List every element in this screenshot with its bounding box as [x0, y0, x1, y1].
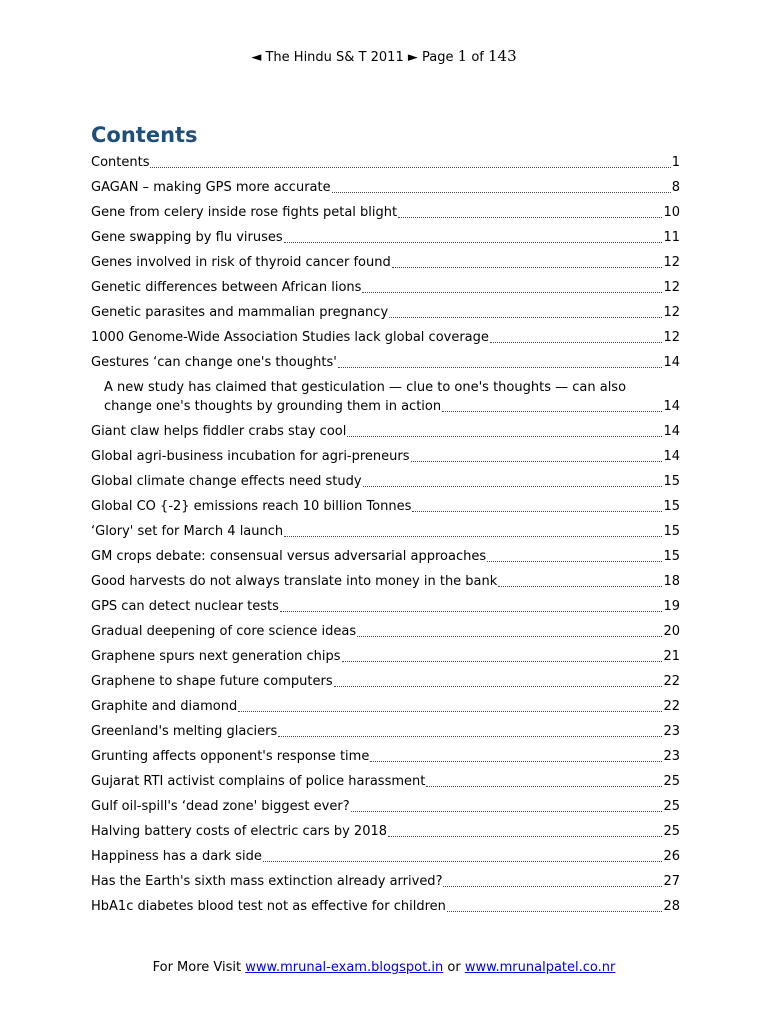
toc-page-number: 14 [663, 355, 680, 370]
footer-or: or [447, 960, 461, 975]
toc-entry[interactable]: GAGAN – making GPS more accurate 8 [91, 180, 680, 195]
toc-entry[interactable]: 1000 Genome-Wide Association Studies lack global coverage 12 [91, 330, 680, 345]
toc-entry[interactable]: Grunting affects opponent's response time 23 [91, 749, 680, 764]
next-page-arrow-icon[interactable]: ► [407, 50, 418, 65]
table-of-contents [91, 147, 680, 916]
toc-entry[interactable]: Giant claw helps fiddler crabs stay cool 14 [91, 424, 680, 439]
toc-entry[interactable]: Graphene to shape future computers 22 [91, 674, 680, 689]
toc-entry[interactable]: Halving battery costs of electric cars by 2018 25 [91, 824, 680, 839]
toc-page-number: 15 [663, 499, 680, 514]
toc-page-number: 10 [663, 205, 680, 220]
toc-page-number: 23 [663, 724, 680, 739]
toc-page-number: 12 [663, 330, 680, 345]
toc-entry[interactable]: Genetic parasites and mammalian pregnancy 12 [91, 305, 680, 320]
toc-entry[interactable]: Gulf oil-spill's ‘dead zone' biggest ever? 25 [91, 799, 680, 814]
toc-entry[interactable]: Gradual deepening of core science ideas 20 [91, 624, 680, 639]
of-word: of [471, 50, 484, 65]
toc-entry[interactable]: Contents 1 [91, 155, 680, 170]
toc-entry[interactable]: Global CO {-2} emissions reach 10 billion Tonnes 15 [91, 499, 680, 514]
toc-entry[interactable]: ‘Glory' set for March 4 launch 15 [91, 524, 680, 539]
total-pages-number: 143 [488, 47, 517, 65]
toc-page-number: 26 [663, 849, 680, 864]
mrunalpatel-link[interactable]: www.mrunalpatel.co.nr [464, 960, 616, 975]
toc-page-number: 14 [663, 449, 680, 464]
page-footer [0, 958, 768, 978]
toc-page-number: 22 [663, 699, 680, 714]
toc-entry[interactable]: GPS can detect nuclear tests 19 [91, 599, 680, 614]
toc-page-number: 25 [663, 799, 680, 814]
toc-page-number: 25 [663, 824, 680, 839]
toc-page-number: 14 [663, 399, 680, 414]
toc-page-number: 20 [663, 624, 680, 639]
toc-entry[interactable]: Genes involved in risk of thyroid cancer found 12 [91, 255, 680, 270]
toc-page-number: 15 [663, 524, 680, 539]
page-word: Page [422, 50, 454, 65]
footer-prefix: For More Visit [152, 960, 242, 975]
toc-subentry-line1: A new study has claimed that gesticulation — clue to one's thoughts — can also [104, 380, 627, 395]
toc-page-number: 11 [663, 230, 680, 245]
toc-entry[interactable]: Gujarat RTI activist complains of police harassment 25 [91, 774, 680, 789]
toc-entry[interactable]: Global agri-business incubation for agri-preneurs 14 [91, 449, 680, 464]
toc-entry[interactable]: Greenland's melting glaciers 23 [91, 724, 680, 739]
toc-entry[interactable]: HbA1c diabetes blood test not as effective for children 28 [91, 899, 680, 914]
toc-page-number: 21 [663, 649, 680, 664]
toc-entry[interactable]: Graphite and diamond 22 [91, 699, 680, 714]
toc-page-number: 12 [663, 255, 680, 270]
toc-page-number: 15 [663, 549, 680, 564]
publication-name: The Hindu S& T 2011 [265, 50, 404, 65]
toc-page-number: 28 [663, 899, 680, 914]
toc-page-number: 8 [671, 180, 680, 195]
toc-entry[interactable]: Good harvests do not always translate into money in the bank 18 [91, 574, 680, 589]
toc-page-number: 18 [663, 574, 680, 589]
toc-page-number: 19 [663, 599, 680, 614]
contents-heading: Contents [91, 123, 198, 147]
toc-page-number: 12 [663, 280, 680, 295]
toc-entry[interactable]: Gestures ‘can change one's thoughts' 14 [91, 355, 680, 370]
toc-page-number: 22 [663, 674, 680, 689]
toc-subentry[interactable] [91, 378, 680, 416]
prev-page-arrow-icon[interactable]: ◄ [251, 50, 262, 65]
toc-page-number: 1 [671, 155, 680, 170]
toc-entry[interactable]: GM crops debate: consensual versus adversarial approaches 15 [91, 549, 680, 564]
toc-entry[interactable]: Graphene spurs next generation chips 21 [91, 649, 680, 664]
toc-page-number: 25 [663, 774, 680, 789]
toc-subentry-line2: change one's thoughts by grounding them in action [104, 399, 442, 414]
toc-page-number: 14 [663, 424, 680, 439]
toc-entry[interactable]: Gene from celery inside rose fights petal blight 10 [91, 205, 680, 220]
toc-entry[interactable]: Global climate change effects need study 15 [91, 474, 680, 489]
blogspot-link[interactable]: www.mrunal-exam.blogspot.in [245, 960, 444, 975]
page-header [0, 46, 768, 68]
toc-entry[interactable]: Gene swapping by flu viruses 11 [91, 230, 680, 245]
toc-entry[interactable]: Genetic differences between African lions 12 [91, 280, 680, 295]
toc-entry[interactable]: Has the Earth's sixth mass extinction already arrived? 27 [91, 874, 680, 889]
toc-page-number: 12 [663, 305, 680, 320]
toc-entry[interactable]: Happiness has a dark side 26 [91, 849, 680, 864]
toc-page-number: 23 [663, 749, 680, 764]
toc-page-number: 27 [663, 874, 680, 889]
current-page-number: 1 [457, 47, 468, 65]
toc-page-number: 15 [663, 474, 680, 489]
